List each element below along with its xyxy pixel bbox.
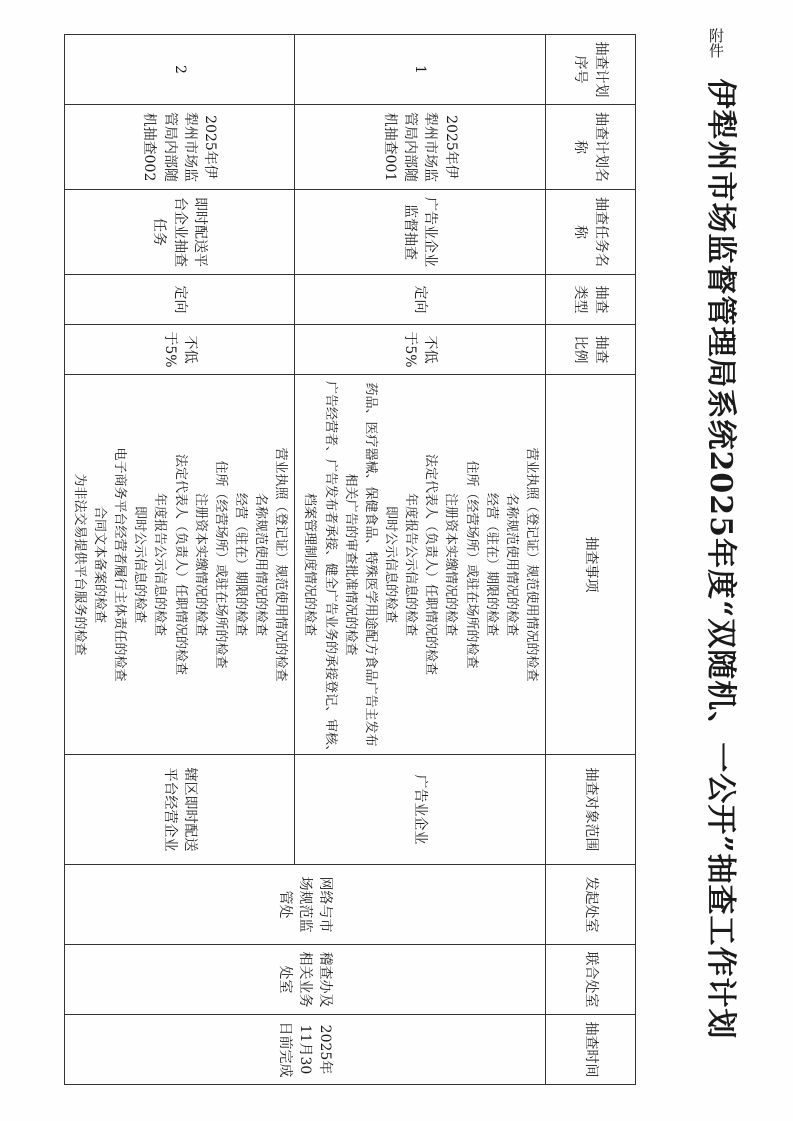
item-line: 住所（经营场所）或驻在场所的检查 bbox=[463, 460, 479, 669]
header-ratio: 抽查比例 bbox=[546, 325, 636, 375]
cell-no: 2 bbox=[64, 35, 295, 105]
cell-items bbox=[64, 375, 295, 755]
header-initiator: 发起处室 bbox=[546, 865, 636, 945]
header-plan-name: 抽查计划名称 bbox=[546, 105, 636, 190]
cell-task-name: 广告业企业监督抽查 bbox=[295, 190, 546, 275]
header-task-name: 抽查任务名称 bbox=[546, 190, 636, 275]
header-row bbox=[546, 35, 636, 1085]
item-line: 营业执照（登记证）规范使用情况的检查 bbox=[524, 447, 539, 682]
header-time: 抽查时间 bbox=[546, 1015, 636, 1085]
item-line: 注册资本实缴情况的检查 bbox=[443, 492, 459, 636]
item-line: 电子商务平台经营者履行主体责任的检查 bbox=[112, 447, 128, 682]
item-line: 即时公示信息的检查 bbox=[132, 505, 148, 623]
item-line: 广告经营者、广告发布者承接、健全广告业务的承接登记、审核、 bbox=[322, 381, 338, 759]
cell-initiator: 网络与市场规范监管处 bbox=[64, 865, 545, 945]
item-line: 名称规范使用情况的检查 bbox=[503, 492, 519, 636]
header-items: 抽查事项 bbox=[546, 375, 636, 755]
item-line: 药品、医疗器械、保健食品、特殊医学用途配方食品广告主发布 bbox=[362, 382, 378, 747]
item-line: 相关广告的审查批准情况的检查 bbox=[342, 473, 358, 656]
header-joint: 联合处室 bbox=[546, 945, 636, 1015]
header-scope: 抽查对象范围 bbox=[546, 755, 636, 865]
cell-plan-name: 2025年伊犁州市场监管局内部随机抽查001 bbox=[295, 105, 546, 190]
item-line: 年度报告公示信息的检查 bbox=[403, 492, 419, 636]
item-line: 注册资本实缴情况的检查 bbox=[192, 492, 208, 636]
item-line: 为非法交易提供平台服务的检查 bbox=[71, 473, 87, 656]
cell-ratio: 不低于5% bbox=[64, 325, 295, 375]
attachment-label: 附件 bbox=[707, 28, 725, 58]
cell-type: 定向 bbox=[64, 275, 295, 325]
header-plan-no: 抽查计划序号 bbox=[546, 35, 636, 105]
item-line: 经营（驻在）期限的检查 bbox=[233, 492, 249, 636]
item-line: 法定代表人（负责人）任职情况的检查 bbox=[172, 453, 188, 675]
item-line: 年度报告公示信息的检查 bbox=[152, 492, 168, 636]
cell-no: 1 bbox=[295, 35, 546, 105]
cell-ratio: 不低于5% bbox=[295, 325, 546, 375]
cell-time: 2025年11月30日前完成 bbox=[64, 1015, 545, 1085]
page-title: 伊犁州市场监督管理局系统2025年度“双随机、一公开”抽查工作计划 bbox=[703, 78, 738, 1040]
item-line: 档案管理制度情况的检查 bbox=[302, 492, 318, 636]
header-type: 抽查类型 bbox=[546, 275, 636, 325]
item-line: 即时公示信息的检查 bbox=[383, 505, 399, 623]
item-line: 经营（驻在）期限的检查 bbox=[483, 492, 499, 636]
item-line: 合同文本备案的检查 bbox=[92, 505, 108, 623]
cell-joint: 稽查办及相关业务处室 bbox=[64, 945, 545, 1015]
item-line: 法定代表人（负责人）任职情况的检查 bbox=[423, 453, 439, 675]
cell-scope: 广告业企业 bbox=[295, 755, 546, 865]
item-line: 营业执照（登记证）规范使用情况的检查 bbox=[273, 447, 289, 682]
cell-type: 定向 bbox=[295, 275, 546, 325]
item-line: 住所（经营场所）或驻在场所的检查 bbox=[212, 460, 228, 669]
cell-plan-name: 2025年伊犁州市场监管局内部随机抽查002 bbox=[64, 105, 295, 190]
table-row bbox=[295, 35, 546, 1085]
cell-scope: 辖区即时配送平台经营企业 bbox=[64, 755, 295, 865]
item-line: 名称规范使用情况的检查 bbox=[253, 492, 269, 636]
cell-items bbox=[295, 375, 546, 759]
cell-task-name: 即时配送平台企业抽查任务 bbox=[64, 190, 295, 275]
plan-table bbox=[64, 34, 636, 1085]
